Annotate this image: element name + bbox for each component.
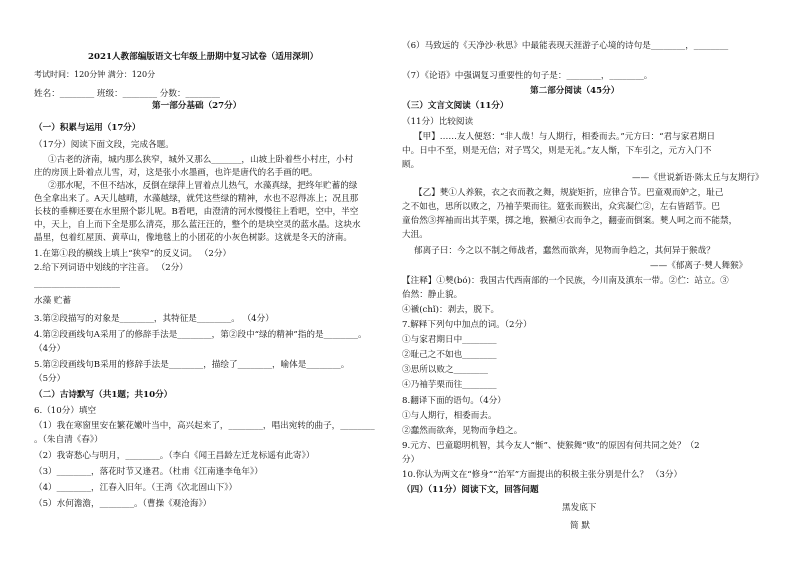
text-yi-line: 之不如也，思所以败之，乃袖芋栗而往。筵张而猴出，众宾凝伫②，左右皆蹈节。巴	[402, 202, 720, 212]
text-jia-line: 中。日中不至，则是无信；对子骂父，则是无礼。”友人惭，下车引之，元方入门不	[402, 146, 712, 156]
text-yi-line: 大沮。	[402, 230, 428, 240]
question-2: 2.给下列词语中划线的字注音。 （2分）	[34, 263, 188, 273]
essay-author: 简 默	[570, 521, 590, 531]
question-9-score: 分）	[402, 455, 420, 465]
q6-item-1-cont: 。（朱自清《春》）	[34, 435, 103, 445]
section2-title: （二）古诗默写（共1题；共10分）	[34, 390, 173, 400]
text-yi-line: 童佁然③挥袖而出其芋栗，掷之地，猴褫④衣而争之，翻壶而倒案。僰人呵之而不能禁，	[402, 216, 738, 226]
question-4-score: （4分）	[34, 344, 66, 354]
passage-p2-line: ②那水呢，不但不结冰，反倒在绿萍上冒着点儿热气，水藻真绿，把终年贮蓄的绿	[48, 181, 358, 191]
question-7: 7.解释下列句中加点的词。（2分）	[402, 320, 532, 330]
q7-intro: （11分）比较阅读	[402, 117, 474, 127]
q6-item-3: （3）________，落花时节又逢君。（杜甫《江南逢李龟年》）	[34, 467, 263, 477]
essay-title: 黑发底下	[562, 503, 597, 513]
question-4: 4.第②段画线句A采用了的修辞手法是________，第②段中“绿的精神”指的是________。	[34, 330, 367, 340]
text-yi-line: 【乙】僰①人养猴，衣之衣而教之舞，规旋矩折，应律合节。巴童观而妒之，耻己	[414, 188, 724, 198]
answer-blank: ____________________	[34, 279, 120, 289]
q7-item: ④乃袖芋栗而往________	[402, 380, 497, 390]
question-8: 8.翻译下面的语句。（4分）	[402, 396, 506, 406]
section1-title: （一）积累与运用（17分）	[34, 123, 141, 133]
q1-intro: （17分）阅读下面文段，完成各题。	[34, 140, 174, 150]
q8-item: ②蠢然而欲奔，见物而争趋之。	[402, 426, 523, 436]
q6-item-5: （5）水何澹澹，________。（曹操《观沧海》）	[34, 499, 212, 509]
passage-p2-line: 晶里，包着红屋顶、黄草山，像地毯上的小团花的小灰色树影。这就是冬天的济南。	[34, 233, 352, 243]
part1-title: 第一部分基础（27分）	[152, 101, 242, 111]
question-5-score: （5分）	[34, 374, 66, 384]
notes-line: ④褫(chǐ)：剥去，脱下。	[402, 305, 500, 315]
q6-item-7: （7）《论语》中强调复习重要性的句子是：________，________。	[402, 71, 653, 81]
q6-item-4: （4）________，江春入旧年。（王湾《次北固山下》）	[34, 483, 238, 493]
q7-item: ②耻己之不如也________	[402, 350, 497, 360]
q6-item-2: （2）我寄愁心与明月，________。（李白《闻王昌龄左迁龙标遥有此寄》）	[34, 451, 315, 461]
text-yi-commentary: 郁离子曰：今之以不制之师战者，蠢然而欲奔，见物而争趋之，其何异于猴哉？	[414, 246, 715, 256]
text-jia-line: 【甲】……友人便怒：“非人哉！与人期行，相委而去。”元方曰：“君与家君期日	[414, 132, 716, 142]
text-yi-source: ——《郁离子·僰人舞猴》	[650, 261, 748, 271]
question-1: 1.在第①段的横线上填上“狭窄”的反义词。 （2分）	[34, 249, 232, 259]
question-3: 3.第②段描写的对象是________，其特征是________。 （4分）	[34, 314, 274, 324]
passage-p2-line: 色全拿出来了。A天儿越晴，水藻越绿，就凭这些绿的精神，水也不忍得冻上；况且那	[34, 194, 359, 204]
passage-p2-line: 中，天上，自上而下全是那么清亮，那么蓝汪汪的，整个的是块空灵的蓝水晶。这块水	[34, 220, 361, 230]
part2-title: 第二部分阅读（45分）	[530, 86, 620, 96]
text-jia-line: 顾。	[402, 160, 420, 170]
q8-item: ①与人期行，相委而去。	[402, 411, 497, 421]
section3-title: （三）文言文阅读（11分）	[402, 101, 509, 111]
passage-p2-line: 长枝的垂柳还要在水里照个影儿呢。B看吧，由澄清的河水慢慢往上看吧，空中，半空	[34, 207, 359, 217]
text-jia-source: ——《世说新语·陈太丘与友期行》	[632, 173, 764, 183]
student-info: 姓名：________ 班级：________ 分数：________	[34, 89, 220, 99]
q2-words: 水藻 贮蓄	[34, 296, 72, 306]
q7-item: ③思所以败之________	[402, 365, 488, 375]
question-6-head: 6.（10分）填空	[34, 406, 97, 416]
q7-item: ①与家君期日中________	[402, 335, 497, 345]
paper-title: 2021人教部编版语文七年级上册期中复习试卷（适用深圳）	[88, 52, 319, 62]
q6-item-1: （1）我在寒窗里安在繁花嫩叶当中，高兴起来了，________，唱出宛转的曲子，________	[34, 421, 375, 431]
exam-info: 考试时间：120分钟 满分：120分	[34, 70, 156, 79]
q6-item-6: （6）马致远的《天净沙·秋思》中最能表现天涯游子心境的诗句是________，________	[402, 41, 729, 51]
passage-p1-line: ①古老的济南，城内那么狭窄，城外又那么_______，山坡上卧着些小村庄，小村	[48, 155, 354, 165]
passage-p1-line: 庄的房顶上卧着点儿雪，对，这是张小水墨画，也许是唐代的名手画的吧。	[34, 168, 318, 178]
question-5: 5.第②段画线句B采用的修辞手法是________，描绘了________，喻体是________。	[34, 360, 350, 370]
notes-line: 佁然：静止貌。	[402, 290, 463, 300]
notes-line: 【注释】①僰(bó)：我国古代西南部的一个民族，今川南及滇东一带。②伫：站立。③	[402, 276, 729, 286]
question-9: 9.元方、巴童聪明机智，其今友人“惭”、使猴舞“败”的原因有何共同之处？（2	[402, 441, 700, 451]
question-10: 10.你认为两文在“修身”“治军”方面提出的积极主张分别是什么？ （3分）	[402, 470, 683, 480]
section4-title: （四）（11分）阅读下文，回答问题	[402, 485, 539, 495]
